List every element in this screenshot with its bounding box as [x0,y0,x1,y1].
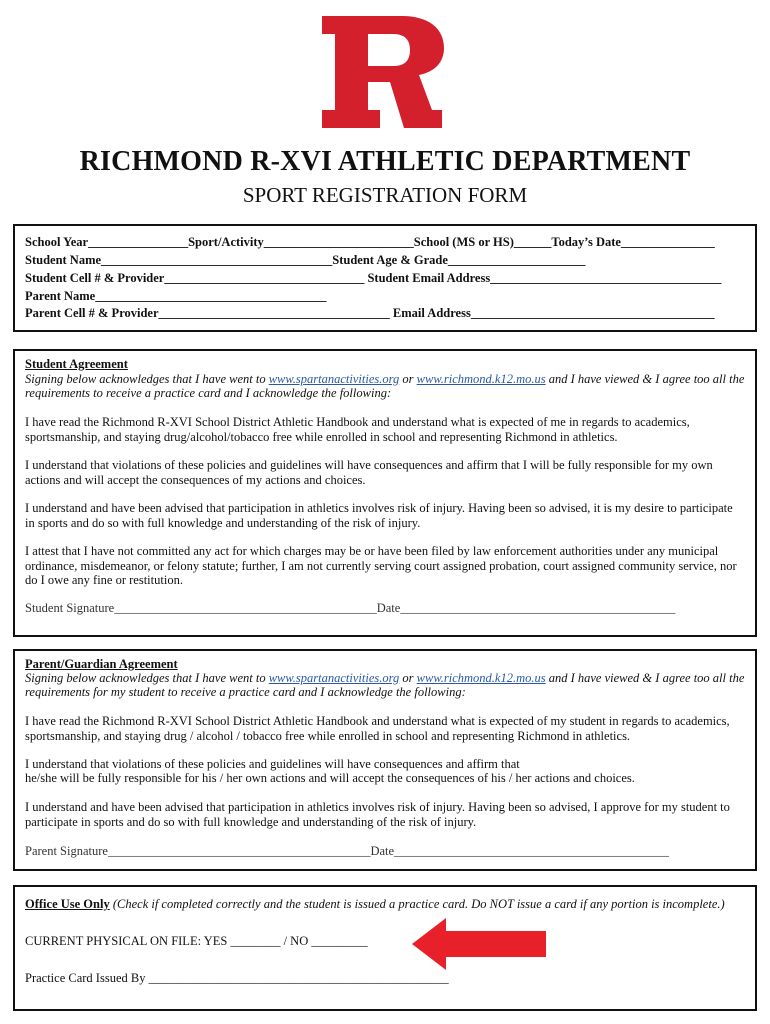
school-year-line[interactable]: School Year________________Sport/Activity________________________School (MS or HS)______Today’s Date_______________ [25,235,715,249]
student-paragraph-risk: I understand and have been advised that participation in athletics involves risk of injury. Having been so advised, it is my desire to participate in sports and do so with full knowledge and understanding of the risk of injury. [25,501,733,530]
student-agreement-section [13,349,757,637]
intro-text: Signing below acknowledges that I have went to [25,372,269,386]
practice-card-issued-line[interactable]: Practice Card Issued By ________________________________________________ [25,971,449,985]
intro-rest-text: and I have viewed & I agree too all the requirements for my student to receive a practice card and I acknowledge the following: [25,671,745,699]
student-intro [25,372,745,400]
parent-name-line[interactable]: Parent Name_____________________________________ [25,289,327,303]
student-paragraph-violations: I understand that violations of these policies and guidelines will have consequences and affirm that I will be fully responsible for my own actions and will accept the consequences of my actions and choices. [25,458,713,487]
physical-on-file-line[interactable]: CURRENT PHYSICAL ON FILE: YES ________ / NO _________ [25,934,368,948]
parent-paragraph-risk: I understand and have been advised that participation in athletics involves risk of injury. Having been so advised, I approve for my student to participate in sports and do so with full knowledge and understanding of the risk of injury. [25,800,730,829]
office-use-note: (Check if completed correctly and the student is issued a practice card. Do NOT issue a card if any portion is incomplete.) [109,897,725,911]
page-title: RICHMOND R-XVI ATHLETIC DEPARTMENT [79,146,691,177]
student-info-section [13,224,757,332]
parent-paragraph-violations-1: I understand that violations of these policies and guidelines will have consequences and affirm that [25,757,520,771]
parent-cell-line[interactable]: Parent Cell # & Provider_____________________________________ Email Address_______________________________________ [25,306,715,320]
student-agreement-title: Student Agreement [25,357,128,371]
spartan-activities-link[interactable]: www.spartanactivities.org [268,671,400,685]
student-cell-line[interactable]: Student Cell # & Provider________________________________ Student Email Address_____________________________________ [25,271,722,285]
parent-paragraph-violations-2: he/she will be fully responsible for his / her own actions and will accept the consequences of his / her actions and choices. [25,771,635,785]
left-arrow-icon [412,918,548,970]
office-use-header [25,897,725,912]
richmond-k12-link[interactable]: www.richmond.k12.mo.us [416,671,546,685]
office-use-section [13,885,757,1011]
parent-intro [25,671,745,699]
intro-text: Signing below acknowledges that I have went to [25,671,269,685]
parent-agreement-title: Parent/Guardian Agreement [25,657,178,671]
intro-rest-text: and I have viewed & I agree too all the requirements to receive a practice card and I acknowledge the following: [25,372,745,400]
intro-or-text: or [399,372,417,386]
student-paragraph-handbook: I have read the Richmond R-XVI School District Athletic Handbook and understand what is expected of me in regards to academics, sportsmanship, and staying drug/alcohol/tobacco free while enrolled in school and representing Richmond in athletics. [25,415,690,444]
office-use-title: Office Use Only [25,897,110,911]
intro-or-text: or [399,671,417,685]
parent-paragraph-handbook: I have read the Richmond R-XVI School District Athletic Handbook and understand what is expected of my student in regards to academics, sportsmanship, and staying drug / alcohol / tobacco free while enrolled in school and representing Richmond in athletics. [25,714,730,743]
parent-signature-line[interactable]: Parent Signature__________________________________________Date____________________________________________ [25,844,670,858]
student-name-line[interactable]: Student Name_____________________________________Student Age & Grade______________________ [25,253,586,267]
richmond-k12-link[interactable]: www.richmond.k12.mo.us [416,372,546,386]
parent-agreement-section [13,649,757,871]
spartan-activities-link[interactable]: www.spartanactivities.org [268,372,400,386]
page-subtitle: SPORT REGISTRATION FORM [242,183,528,207]
student-paragraph-attest: I attest that I have not committed any act for which charges may be or have been filed by law enforcement authorities under any municipal ordinance, misdemeanor, or felony statute; further, I am not currently serving court assigned probation, court assigned community service, nor do I owe any fine or restitution. [25,544,737,587]
richmond-r-logo [322,16,448,128]
student-signature-line[interactable]: Student Signature__________________________________________Date____________________________________________ [25,601,676,615]
